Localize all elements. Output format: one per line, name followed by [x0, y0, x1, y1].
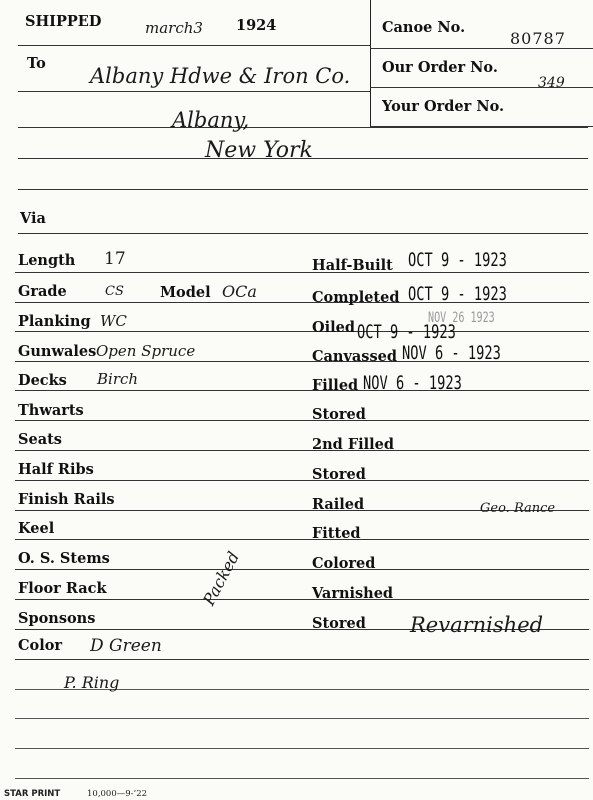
blank-line-2 — [15, 718, 589, 719]
to-address-line-2: Albany, — [172, 108, 250, 132]
shipped-label: SHIPPED — [25, 13, 102, 30]
finish-rails-label: Finish Rails — [18, 491, 115, 508]
completed-date-stamp: OCT 9 - 1923 — [408, 283, 507, 305]
stored-label-1: Stored — [312, 406, 366, 423]
model-label: Model — [160, 284, 211, 301]
via-line — [18, 233, 588, 234]
canoe-no-value: 80787 — [510, 29, 566, 48]
to-line-1 — [18, 91, 370, 92]
row-line-half-ribs — [15, 480, 589, 481]
gunwales-label: Gunwales — [18, 343, 97, 360]
stored-label-2: Stored — [312, 466, 366, 483]
length-label: Length — [18, 252, 76, 269]
keel-label: Keel — [18, 520, 55, 537]
canoe-no-label: Canoe No. — [382, 19, 466, 36]
grade-label: Grade — [18, 283, 67, 300]
planking-value: WC — [100, 312, 127, 330]
decks-value: Birch — [97, 370, 139, 388]
to-address-line-1: Albany Hdwe & Iron Co. — [90, 64, 351, 88]
shipped-year-value: 1924 — [236, 17, 277, 34]
shipped-year — [236, 17, 276, 34]
packed-margin-note: Packed — [199, 548, 244, 609]
gunwales-value: Open Spruce — [96, 342, 196, 360]
model-value: OCa — [222, 282, 257, 301]
color-extra-note: P. Ring — [64, 673, 120, 692]
order-box-left-border — [370, 0, 371, 127]
to-label: To — [27, 55, 46, 72]
canvassed-label: Canvassed — [312, 348, 397, 365]
planking-label: Planking — [18, 313, 91, 330]
railed-value: Geo. Rance — [480, 501, 556, 516]
sponsons-label: Sponsons — [18, 610, 96, 627]
row-line-planking — [15, 331, 589, 332]
railed-label: Railed — [312, 496, 365, 513]
shipped-line — [18, 45, 370, 46]
oiled-date-stamp: OCT 9 - 1923 — [357, 321, 456, 343]
color-label: Color — [18, 637, 63, 654]
row-line-floor-rack — [15, 599, 589, 600]
thwarts-label: Thwarts — [18, 402, 84, 419]
row-line-color — [15, 659, 589, 660]
to-line-4 — [18, 189, 588, 190]
blank-line-4 — [15, 778, 589, 779]
os-stems-label: O. S. Stems — [18, 550, 110, 567]
row-line-os-stems — [15, 569, 589, 570]
row-line-thwarts — [15, 420, 589, 421]
to-address-line-3: New York — [205, 138, 313, 163]
grade-value: CS — [105, 284, 124, 299]
row-line-seats — [15, 450, 589, 451]
canvassed-date-stamp: NOV 6 - 1923 — [402, 342, 501, 364]
print-run-code: 10,000—9-’22 — [87, 789, 148, 799]
to-line-2 — [18, 127, 588, 128]
colored-label: Colored — [312, 555, 376, 572]
floor-rack-label: Floor Rack — [18, 580, 107, 597]
second-filled-label: 2nd Filled — [312, 436, 395, 453]
stored-label-3: Stored — [312, 615, 366, 632]
stored-value-revarnished: Revarnished — [410, 613, 544, 637]
fitted-label: Fitted — [312, 525, 361, 542]
half-ribs-label: Half Ribs — [18, 461, 94, 478]
shipped-month: march3 — [145, 19, 203, 37]
filled-label: Filled — [312, 377, 359, 394]
half-built-date-stamp: OCT 9 - 1923 — [408, 249, 507, 271]
completed-label: Completed — [312, 289, 400, 306]
half-built-label: Half-Built — [312, 257, 393, 274]
decks-label: Decks — [18, 372, 67, 389]
row-line-decks — [15, 390, 589, 391]
varnished-label: Varnished — [312, 585, 394, 602]
oiled-faint-stamp: NOV 26 1923 — [428, 310, 495, 326]
row-line-keel — [15, 539, 589, 540]
our-order-label: Our Order No. — [382, 59, 498, 76]
color-value: D Green — [90, 636, 162, 656]
row-line-gunwales — [15, 361, 589, 362]
your-order-label: Your Order No. — [382, 98, 505, 115]
row-line-length — [15, 272, 589, 273]
oiled-label: Oiled — [312, 319, 356, 336]
seats-label: Seats — [18, 431, 62, 448]
filled-date-stamp: NOV 6 - 1923 — [363, 372, 462, 394]
printer-imprint: STAR PRINT — [4, 789, 61, 799]
our-order-value: 349 — [538, 75, 565, 91]
blank-line-3 — [15, 748, 589, 749]
via-label: Via — [20, 210, 46, 227]
order-box-divider-1 — [370, 48, 593, 49]
length-value: 17 — [104, 249, 126, 269]
